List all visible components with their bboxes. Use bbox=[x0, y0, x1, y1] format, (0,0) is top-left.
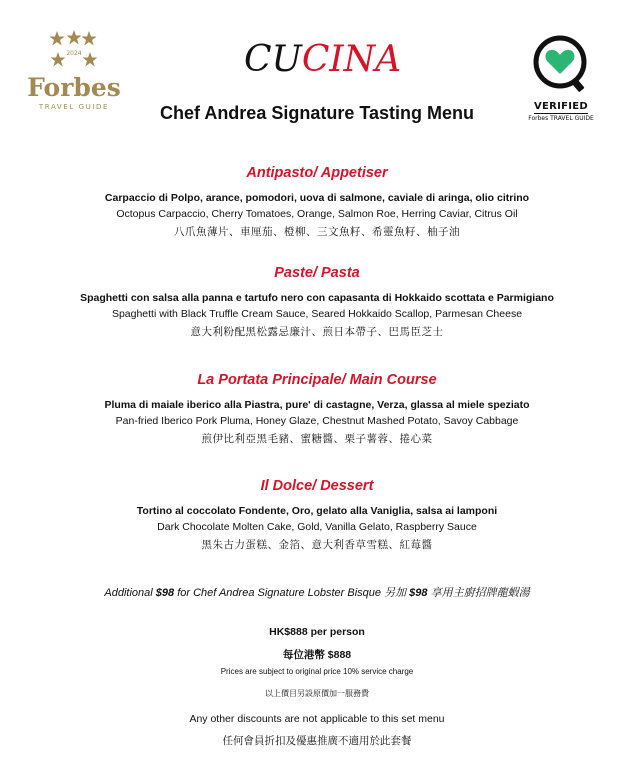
dish-chinese: 八爪魚薄片、車厘茄、橙柳、三文魚籽、希靈魚籽、柚子油 bbox=[174, 226, 460, 238]
service-charge-en: Prices are subject to original price 10% service charge bbox=[220, 667, 414, 676]
section-heading: Paste/ Pasta bbox=[274, 265, 360, 281]
dish-italian: Carpaccio di Polpo, arance, pomodori, uova di salmone, caviale di aringa, olio citrino bbox=[104, 192, 530, 204]
additional-prefix: Additional bbox=[104, 587, 156, 599]
forbes-wordmark: Forbes bbox=[27, 73, 121, 102]
logo-part-cu: CU bbox=[244, 39, 302, 80]
price-per-person-zh: 每位港幣 $888 bbox=[282, 649, 352, 661]
verified-subtitle: Forbes TRAVEL GUIDE bbox=[528, 115, 594, 122]
dish-chinese: 黑朱古力蛋糕、金箔、意大利香草雪糕、紅莓醬 bbox=[201, 539, 433, 551]
forbes-subtitle: TRAVEL GUIDE bbox=[38, 103, 110, 111]
section-heading: Il Dolce/ Dessert bbox=[260, 478, 374, 494]
page-title: Chef Andrea Signature Tasting Menu bbox=[159, 103, 475, 123]
additional-price: $98 bbox=[155, 587, 175, 599]
additional-zh-prefix: 另加 bbox=[384, 587, 410, 599]
dish-italian: Pluma di maiale iberico alla Piastra, pure' di castagne, Verza, glassa al miele speziato bbox=[104, 399, 530, 411]
cucina-logo bbox=[244, 39, 402, 80]
section-heading: La Portata Principale/ Main Course bbox=[197, 372, 437, 388]
price-per-person-en: HK$888 per person bbox=[269, 626, 365, 638]
additional-zh-suffix: 享用主廚招牌龍蝦湯 bbox=[427, 587, 530, 599]
dish-english: Spaghetti with Black Truffle Cream Sauce, Seared Hokkaido Scallop, Parmesan Cheese bbox=[111, 308, 523, 320]
dish-english: Octopus Carpaccio, Cherry Tomatoes, Orange, Salmon Roe, Herring Caviar, Citrus Oil bbox=[116, 208, 518, 220]
dish-english: Pan-fried Iberico Pork Pluma, Honey Glaze, Chestnut Mashed Potato, Savoy Cabbage bbox=[115, 415, 519, 427]
dish-chinese: 煎伊比利亞黑毛豬、蜜糖醬、栗子薯蓉、捲心菜 bbox=[201, 433, 433, 445]
verified-heart-icon bbox=[530, 34, 592, 94]
dish-english: Dark Chocolate Molten Cake, Gold, Vanilla Gelato, Raspberry Sauce bbox=[157, 521, 477, 533]
forbes-year: 2024 bbox=[66, 50, 82, 57]
verified-label: VERIFIED bbox=[533, 101, 589, 112]
course-section-appetiser bbox=[0, 163, 634, 241]
dish-italian: Tortino al coccolato Fondente, Oro, gelato alla Vaniglia, salsa ai lamponi bbox=[136, 505, 498, 517]
dish-chinese: 意大利粉配黑松露忌廉汁、煎日本帶子、巴馬臣芝士 bbox=[190, 326, 444, 338]
logo-part-cina: CINA bbox=[301, 39, 402, 80]
additional-zh-price: $98 bbox=[409, 587, 428, 599]
additional-offer bbox=[0, 584, 634, 600]
course-section-pasta bbox=[0, 263, 634, 341]
course-section-dessert bbox=[0, 476, 634, 554]
course-section-main bbox=[0, 370, 634, 448]
service-charge-zh: 以上價目另設原價加一服務費 bbox=[265, 689, 369, 698]
dish-italian: Spaghetti con salsa alla panna e tartufo nero con capasanta di Hokkaido scottata e Parmigiano bbox=[80, 292, 554, 304]
section-heading: Antipasto/ Appetiser bbox=[246, 165, 388, 181]
discount-note-en: Any other discounts are not applicable to this set menu bbox=[189, 713, 445, 725]
additional-mid: for Chef Andrea Signature Lobster Bisque bbox=[174, 587, 385, 599]
discount-note-zh: 任何會員折扣及優惠推廣不適用於此套餐 bbox=[222, 735, 412, 747]
